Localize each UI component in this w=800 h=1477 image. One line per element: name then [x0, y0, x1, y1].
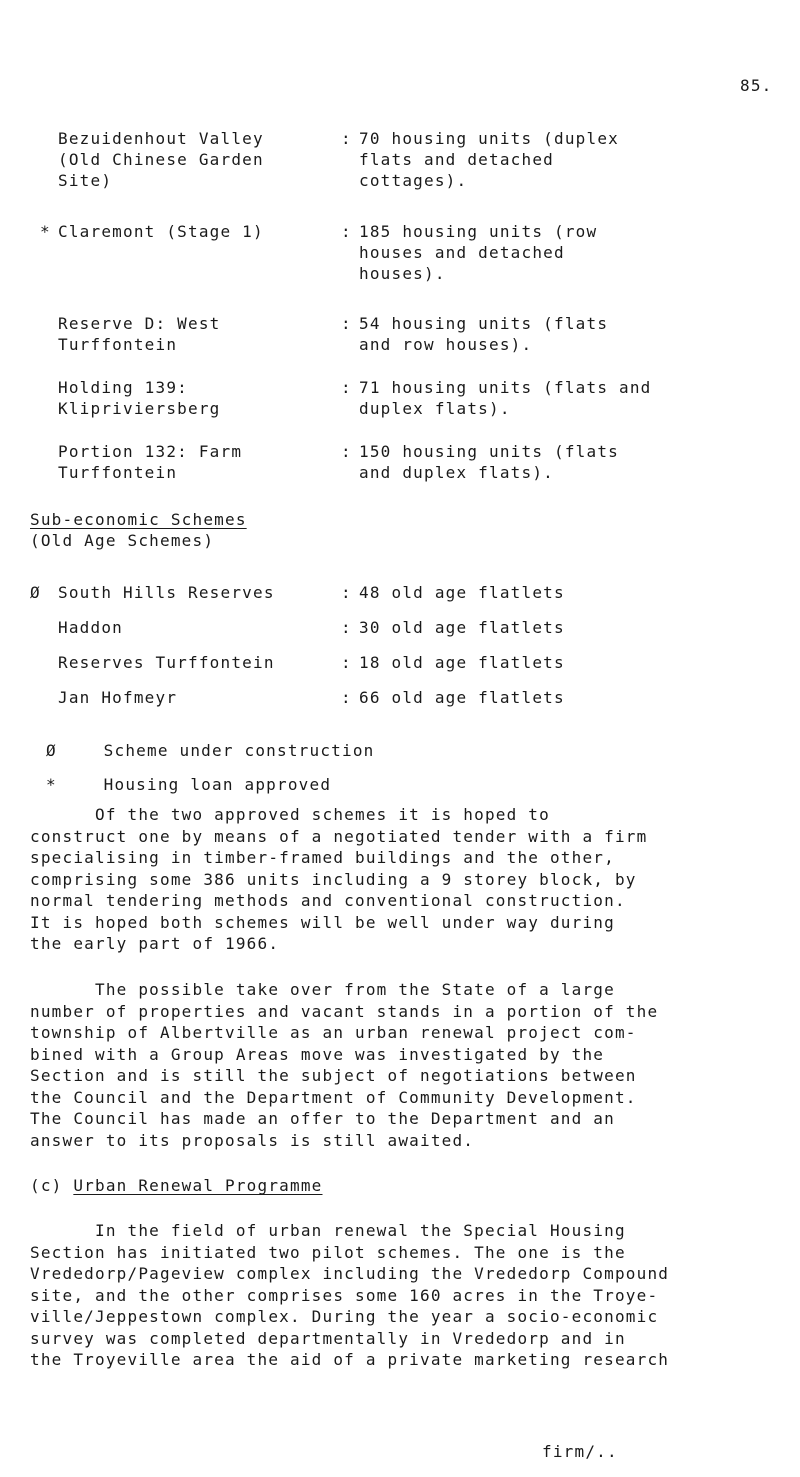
- under-construction-marker: Ø: [30, 583, 41, 602]
- loan-approved-marker: *: [40, 222, 51, 241]
- old-age-label: South Hills Reserves: [58, 583, 275, 602]
- section-c-title: Urban Renewal Programme: [73, 1176, 323, 1195]
- sub-economic-subheading: (Old Age Schemes): [30, 531, 215, 550]
- page-number: 85.: [740, 76, 773, 95]
- scheme-value: 54 housing units (flats and row houses).: [359, 314, 609, 354]
- under-construction-marker: Ø: [46, 741, 57, 760]
- paragraph-urban-renewal: In the field of urban renewal the Special Housing Section has initiated two pilot schemes. The one is the Vrededorp/Pageview complex including the Vrededorp Compound site, and the other comprises some 160 acres in the Troye- ville/Jeppestown complex. During the year a socio-economic survey was completed departmentally in Vrededorp and in the Troyeville area the aid of a private marketing research: [30, 1221, 670, 1369]
- continuation-footer: firm/..: [542, 1442, 618, 1461]
- legend-note: Ø Scheme under construction: [46, 741, 375, 760]
- paragraph-approved-schemes: Of the two approved schemes it is hoped to construct one by means of a negotiated tender with a firm specialising in timber-framed buildings and the other, comprising some 386 units including a 9 storey block, by normal tendering methods and conventional construction. It is hoped both schemes will be well under way during the early part of 1966.: [30, 805, 648, 953]
- scheme-label: Portion 132: Farm Turffontein: [58, 442, 243, 482]
- old-age-value: 66 old age flatlets: [359, 688, 565, 707]
- old-age-value: 30 old age flatlets: [359, 618, 565, 637]
- scheme-label: Reserve D: West Turffontein: [58, 314, 221, 354]
- old-age-label: Haddon: [58, 618, 123, 637]
- old-age-label: Jan Hofmeyr: [58, 688, 178, 707]
- section-c-heading: (c) Urban Renewal Programme: [30, 1176, 323, 1195]
- loan-approved-marker: *: [46, 775, 57, 794]
- old-age-value: 18 old age flatlets: [359, 653, 565, 672]
- legend-note: * Housing loan approved: [46, 775, 332, 794]
- paragraph-albertville: The possible take over from the State of a large number of properties and vacant stands in a portion of the township of Albertville as an urban renewal project com- bined with a Group Areas move was investigated by the Section and is still the subject of negotiations between the Council and the Department of Community Development. The Council has made an offer to the Department and an answer to its proposals is still awaited.: [30, 980, 659, 1150]
- scheme-value: 71 housing units (flats and duplex flats).: [359, 378, 652, 418]
- old-age-label: Reserves Turffontein: [58, 653, 275, 672]
- scheme-value: 70 housing units (duplex flats and detached cottages).: [359, 129, 619, 190]
- scheme-value: 185 housing units (row houses and detached houses).: [359, 222, 598, 283]
- scheme-value: 150 housing units (flats and duplex flats).: [359, 442, 619, 482]
- scheme-label: Claremont (Stage 1): [58, 222, 264, 241]
- sub-economic-heading: Sub-economic Schemes (Old Age Schemes): [30, 510, 247, 550]
- scheme-label: Holding 139: Klipriviersberg: [58, 378, 221, 418]
- old-age-value: 48 old age flatlets: [359, 583, 565, 602]
- scheme-label: Bezuidenhout Valley (Old Chinese Garden Site): [58, 129, 264, 190]
